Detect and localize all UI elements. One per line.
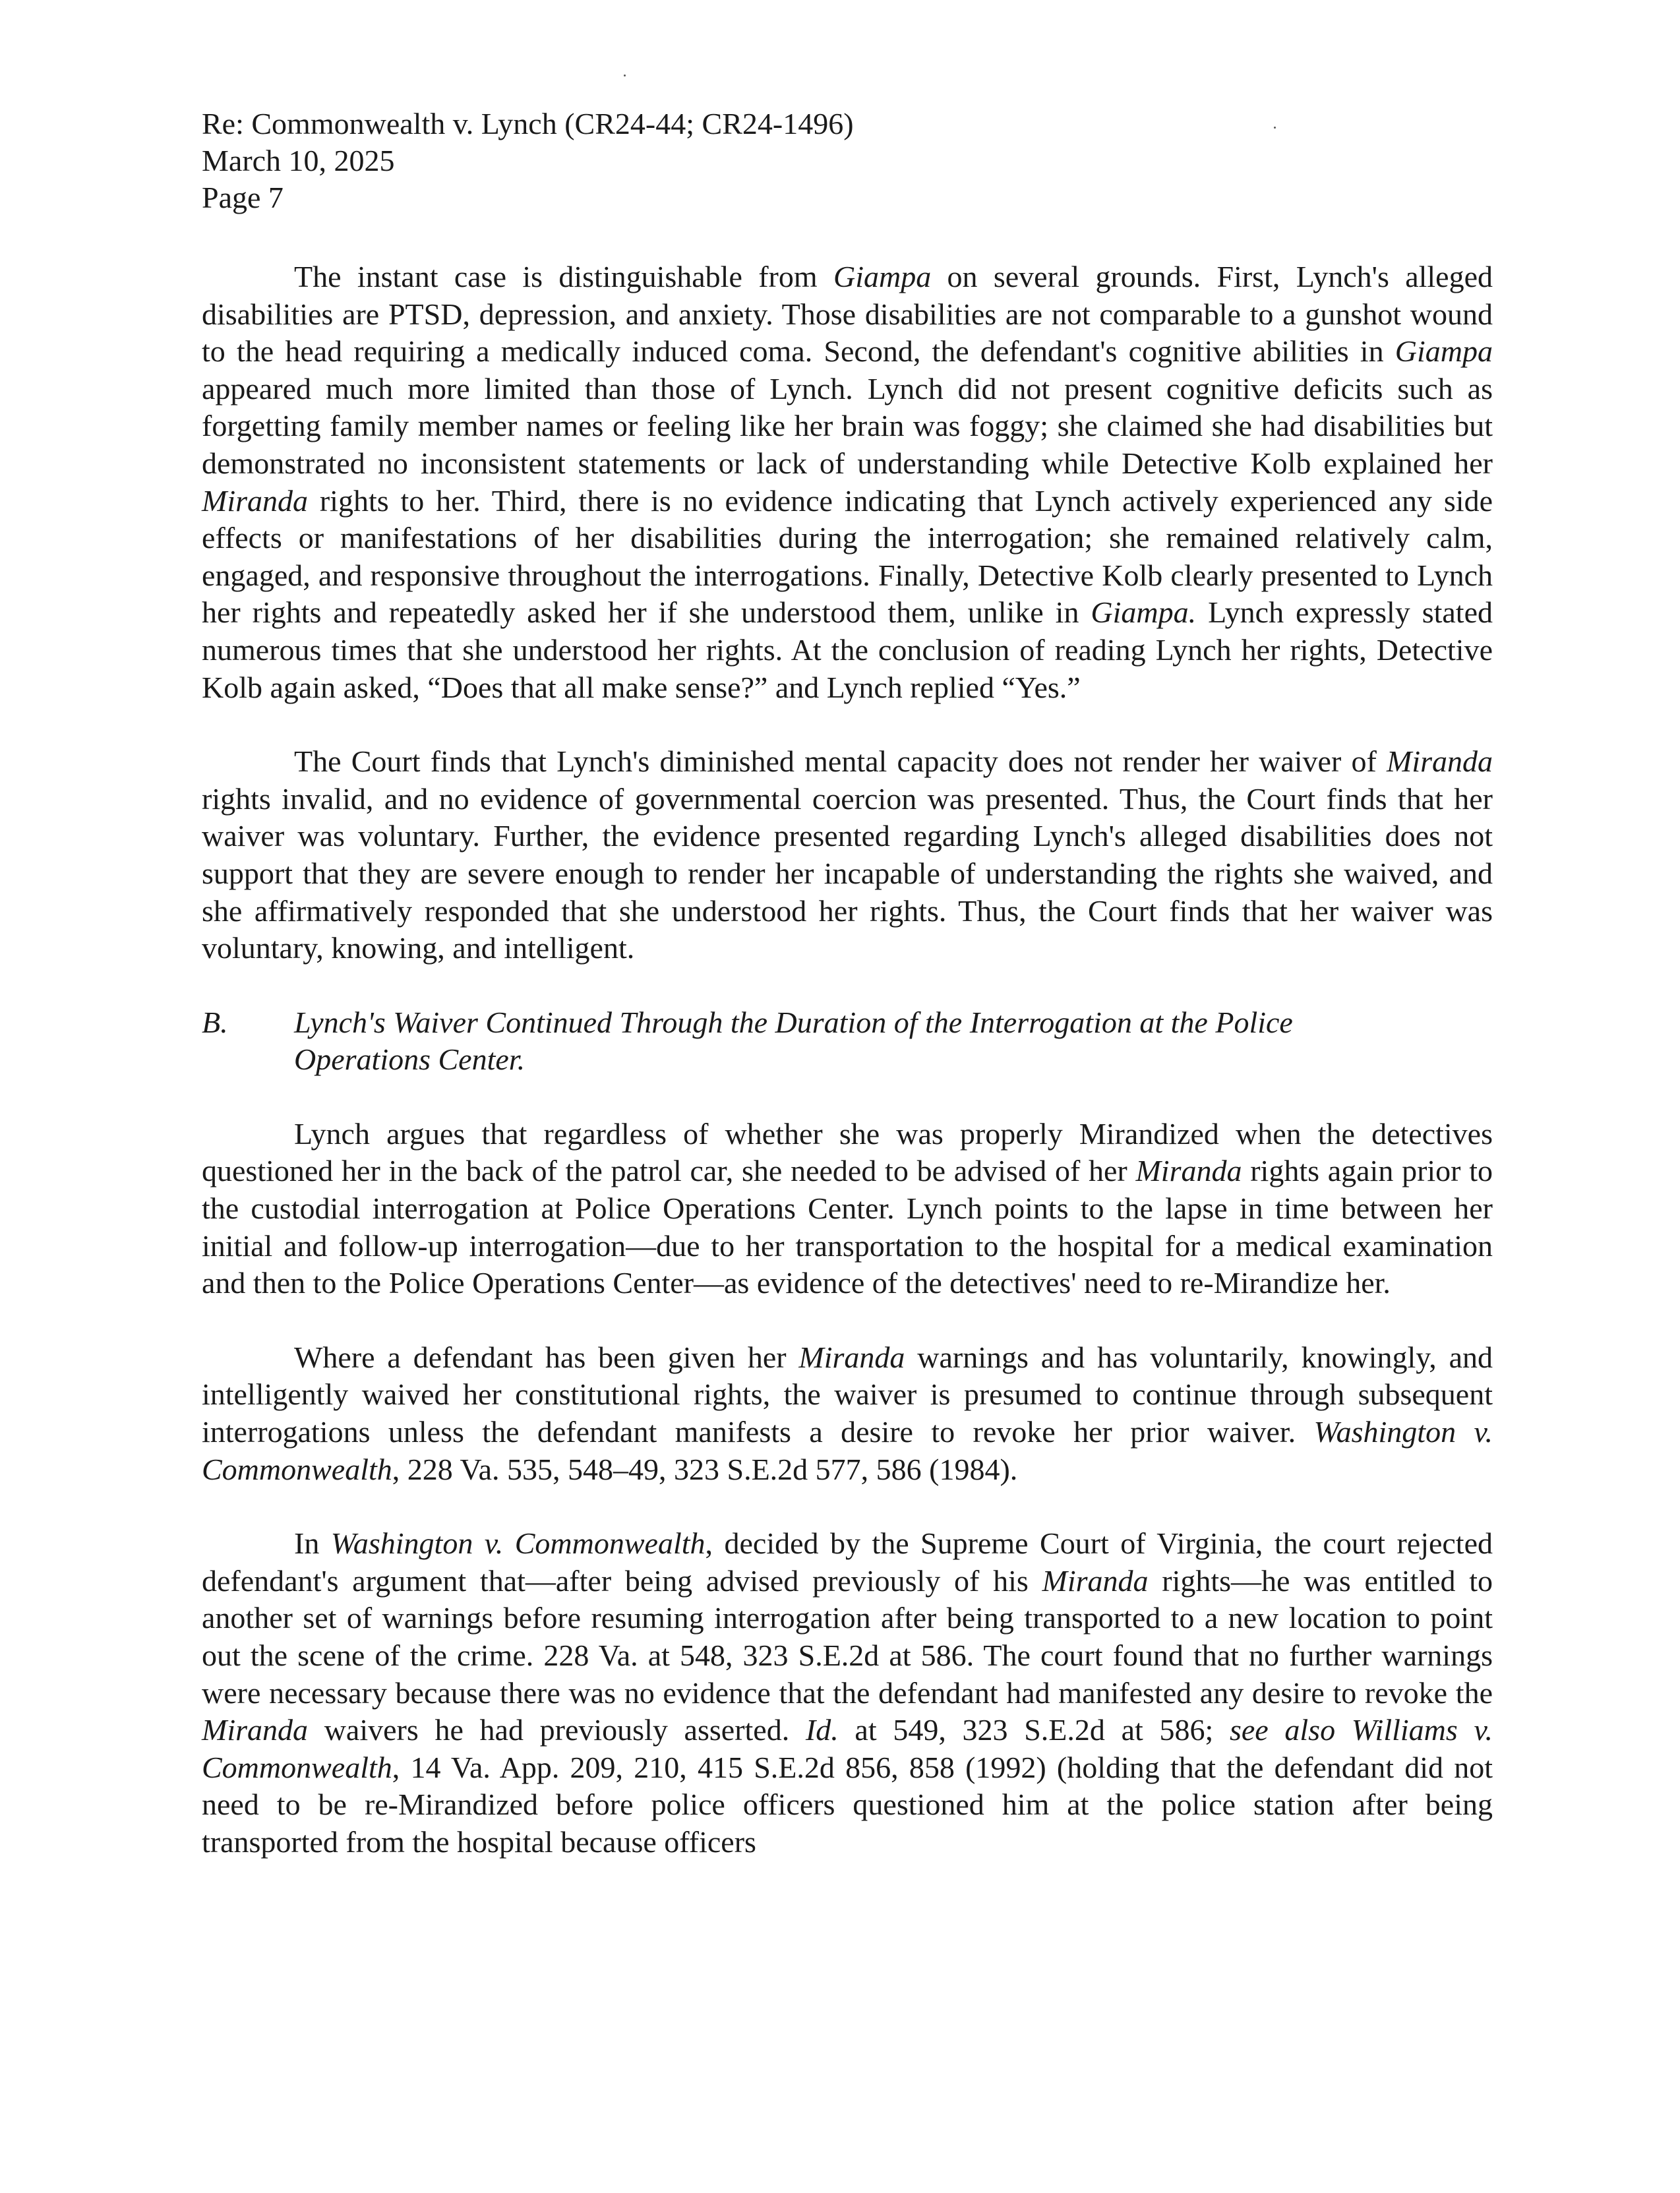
text-run: , decided by the Supreme Court of Virginia, the court rejected defendant's argument that—after being advised previously of his (202, 1526, 1493, 1598)
document-body (202, 258, 1493, 1898)
section-title: Lynch's Waiver Continued Through the Duration of the Interrogation at the Police Operations Center. (294, 1005, 1293, 1077)
term-miranda: Miranda (1135, 1154, 1242, 1188)
letter-header (202, 105, 1455, 216)
section-heading-b (202, 1004, 1493, 1079)
case-citation: Washington v. Commonwealth (330, 1526, 705, 1561)
text-run: rights—he was entitled to another set of warnings before resuming interrogation after being transported to a new location to point out the scene of the crime. 228 Va. at 548, 323 S.E.2d at 586. The court found that no further warnings were necessary because there was no evidence that the defendant had manifested any desire to revoke the (202, 1563, 1493, 1710)
case-name: Giampa (1395, 334, 1493, 369)
case-name: Giampa (833, 260, 932, 293)
text-run: The instant case is distinguishable from (294, 260, 833, 293)
term-miranda: Miranda (1042, 1563, 1149, 1598)
text-run: rights invalid, and no evidence of governmental coercion was presented. Thus, the Court finds that her waiver was voluntary. Further, the evidence presented regarding Lynch's alleged disabilities does not support that they are severe enough to render her incapable of understanding the rights she waived, and she affirmatively responded that she understood her rights. Thus, the Court finds that her waiver was voluntary, knowing, and intelligent. (202, 781, 1493, 965)
text-run: The Court finds that Lynch's diminished mental capacity does not render her waiver of (294, 744, 1387, 779)
term-miranda: Miranda (1387, 744, 1493, 779)
term-miranda: Miranda (202, 1713, 308, 1747)
paragraph-washington-case (202, 1525, 1493, 1861)
term-miranda: Miranda (798, 1340, 905, 1374)
text-run: , 14 Va. App. 209, 210, 415 S.E.2d 856, 858 (1992) (holding that the defendant did not need to be re-Mirandized before police officers questioned him at the police station after being transported from the hospital because officers (202, 1750, 1493, 1859)
citation-signal: Id. (805, 1713, 839, 1747)
text-run: warnings and has voluntarily, knowingly, and intelligently waived her constitutional rights, the waiver is presumed to continue through subsequent interrogations unless the defendant manifests a desire to revoke her prior waiver. (202, 1340, 1493, 1449)
text-run: rights again prior to the custodial interrogation at Police Operations Center. Lynch points to the lapse in time between her initial and follow-up interrogation—due to her transportation to the hospital for a medical examination and then to the Police Operations Center—as evidence of the detectives' need to re-Mirandize her. (202, 1154, 1493, 1300)
text-run: rights to her. Third, there is no evidence indicating that Lynch actively experienced any side effects or manifestations of her disabilities during the interrogation; she remained relatively calm, engaged, and responsive throughout the interrogations. Finally, Detective Kolb clearly presented to Lynch her rights and repeatedly asked her if she understood them, unlike in (202, 483, 1493, 630)
term-miranda: Miranda (202, 483, 308, 518)
case-citation: see also Williams v. Commonwealth (202, 1713, 1493, 1784)
text-run: Lynch argues that regardless of whether she was properly Mirandized when the detectives questioned her in the back of the patrol car, she needed to be advised of her (202, 1116, 1493, 1188)
paragraph-giampa-distinction (202, 258, 1493, 706)
page-number: Page 7 (202, 181, 284, 214)
paragraph-lynch-argument (202, 1116, 1493, 1302)
scan-speck (624, 75, 626, 76)
text-run: Where a defendant has been given her (294, 1340, 799, 1374)
text-run: , 228 Va. 535, 548–49, 323 S.E.2d 577, 586 (1984). (392, 1452, 1018, 1486)
paragraph-waiver-rule (202, 1339, 1493, 1488)
text-run: appeared much more limited than those of Lynch. Lynch did not present cognitive deficits such as forgetting family member names or feeling like her brain was foggy; she claimed she had disabilities but demonstrated no inconsistent statements or lack of understanding while Detective Kolb explained her (202, 371, 1493, 480)
case-citation: Washington v. Commonwealth (202, 1415, 1493, 1486)
text-run: Lynch expressly stated numerous times that she understood her rights. At the conclusion of reading Lynch her rights, Detective Kolb again asked, “Does that all make sense?” and Lynch replied “Yes.” (202, 595, 1493, 704)
text-run: In (294, 1526, 331, 1561)
text-run: at 549, 323 S.E.2d at 586; (838, 1713, 1230, 1747)
re-line: Re: Commonwealth v. Lynch (CR24-44; CR24-1496) (202, 107, 854, 140)
paragraph-court-finding (202, 743, 1493, 967)
section-number: B. (202, 1005, 228, 1039)
case-name: Giampa. (1091, 595, 1197, 630)
text-run: waivers he had previously asserted. (308, 1713, 806, 1747)
date-line: March 10, 2025 (202, 144, 395, 177)
text-run: on several grounds. First, Lynch's alleged disabilities are PTSD, depression, and anxiety. Those disabilities are not comparable to a gunshot wound to the head requiring a medically induced coma. Second, the defendant's cognitive abilities in (202, 260, 1493, 369)
